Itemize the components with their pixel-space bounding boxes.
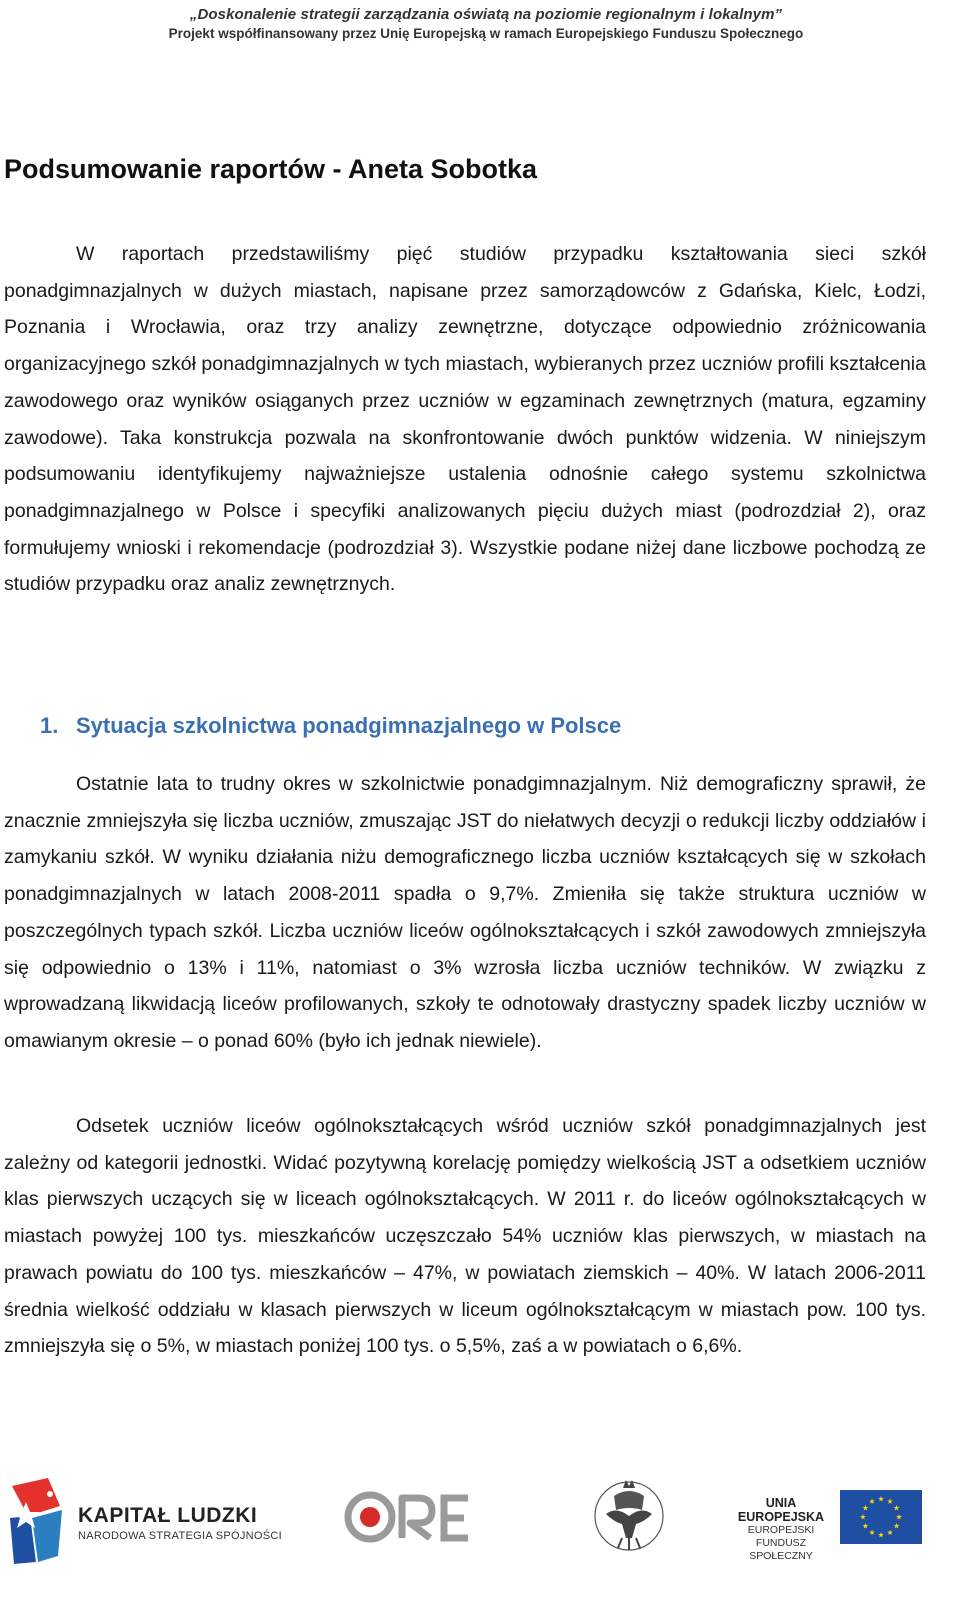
- paragraph-situation: Ostatnie lata to trudny okres w szkolnictwie ponadgimnazjalnym. Niż demograficzny sprawił, że znacznie zmniejszyła się liczba uczniów, zmuszając JST do niełatwych decyzji o redukcji liczby oddziałów i zamykaniu szkół. W wyniku działania niżu demograficznego liczba uczniów kształcących się w szkołach ponadgimnazjalnych w latach 2008-2011 spadła o 9,7%. Zmieniła się także struktura uczniów w poszczególnych typach szkół. Liczba uczniów liceów ogólnokształcących i szkół zawodowych zmniejszyła się odpowiednio o 13% i 11%, natomiast o 3% wzrosła liczba uczniów techników. W związku z wprowadzaną likwidacją liceów profilowanych, szkoły te odnotowały drastyczny spadek liczby uczniów w omawianym okresie – o ponad 60% (było ich jednak niewiele).: [4, 773, 926, 1052]
- section-number: 1.: [40, 713, 59, 738]
- eu-union-label: UNIA EUROPEJSKA: [737, 1496, 825, 1524]
- header-funding-note: Projekt współfinansowany przez Unię Europejską w ramach Europejskiego Funduszu Społecznego: [168, 26, 804, 41]
- section-heading: [40, 713, 621, 739]
- eu-european-label: EUROPEJSKI: [747, 1524, 815, 1536]
- header-project-title: „Doskonalenie strategii zarządzania oświatą na poziomie regionalnym i lokalnym”: [189, 6, 783, 23]
- paragraph-intro: W raportach przedstawiliśmy pięć studiów przypadku kształtowania sieci szkół ponadgimnazjalnych w dużych miastach, napisane przez samorządowców z Gdańska, Kielc, Łodzi, Poznania i Wrocławia, oraz trzy analizy zewnętrzne, dotyczące odpowiednio zróżnicowania organizacyjnego szkół ponadgimnazjalnych w tych miastach, wybieranych przez uczniów profili kształcenia zawodowego oraz wyników osiąganych przez uczniów w egzaminach zewnętrznych (matura, egzaminy zawodowe). Taka konstrukcja pozwala na skonfrontowanie dwóch punktów widzenia. W niniejszym podsumowaniu identyfikujemy najważniejsze ustalenia odnośnie całego systemu szkolnictwa ponadgimnazjalnego w Polsce i specyfiki analizowanych pięciu dużych miast (podrozdział 2), oraz formułujemy wnioski i rekomendacje (podrozdział 3). Wszystkie podane niżej dane liczbowe pochodzą ze studiów przypadku oraz analiz zewnętrznych.: [4, 243, 926, 596]
- eu-flag-icon: [840, 1490, 922, 1544]
- eu-fund-wordmark: [728, 1496, 834, 1563]
- university-warsaw-seal-icon: [592, 1466, 666, 1570]
- eu-social-fund-label: FUNDUSZ SPOŁECZNY: [749, 1537, 813, 1562]
- kapital-ludzki-logo-icon: [8, 1476, 64, 1568]
- section-heading-text: Sytuacja szkolnictwa ponadgimnazjalnego w Polsce: [76, 713, 622, 738]
- kapital-ludzki-name: KAPITAŁ LUDZKI: [78, 1504, 258, 1527]
- kapital-ludzki-subtitle: NARODOWA STRATEGIA SPÓJNOŚCI: [78, 1530, 282, 1542]
- paragraph-statistics: Odsetek uczniów liceów ogólnokształcących wśród uczniów szkół ponadgimnazjalnych jest zależny od kategorii jednostki. Widać pozytywną korelację pomiędzy wielkością JST a odsetkiem uczniów klas pierwszych uczących się w liceach ogólnokształcących. W 2011 r. do liceów ogólnokształcących w miastach powyżej 100 tys. mieszkańców uczęszczało 54% uczniów klas pierwszych, w miastach na prawach powiatu do 100 tys. mieszkańców – 47%, w powiatach ziemskich – 40%. W latach 2006-2011 średnia wielkość oddziału w klasach pierwszych w liceum ogólnokształcącym w miastach pow. 100 tys. zmniejszyła się o 5%, w miastach poniżej 100 tys. o 5,5%, zaś a w powiatach o 6,6%.: [4, 1115, 926, 1358]
- kapital-ludzki-wordmark: [78, 1504, 282, 1542]
- footer-logos: [0, 1462, 960, 1612]
- ore-logo-icon: [344, 1490, 474, 1544]
- page-header: [96, 6, 876, 41]
- page-title: Podsumowanie raportów - Aneta Sobotka: [4, 154, 538, 184]
